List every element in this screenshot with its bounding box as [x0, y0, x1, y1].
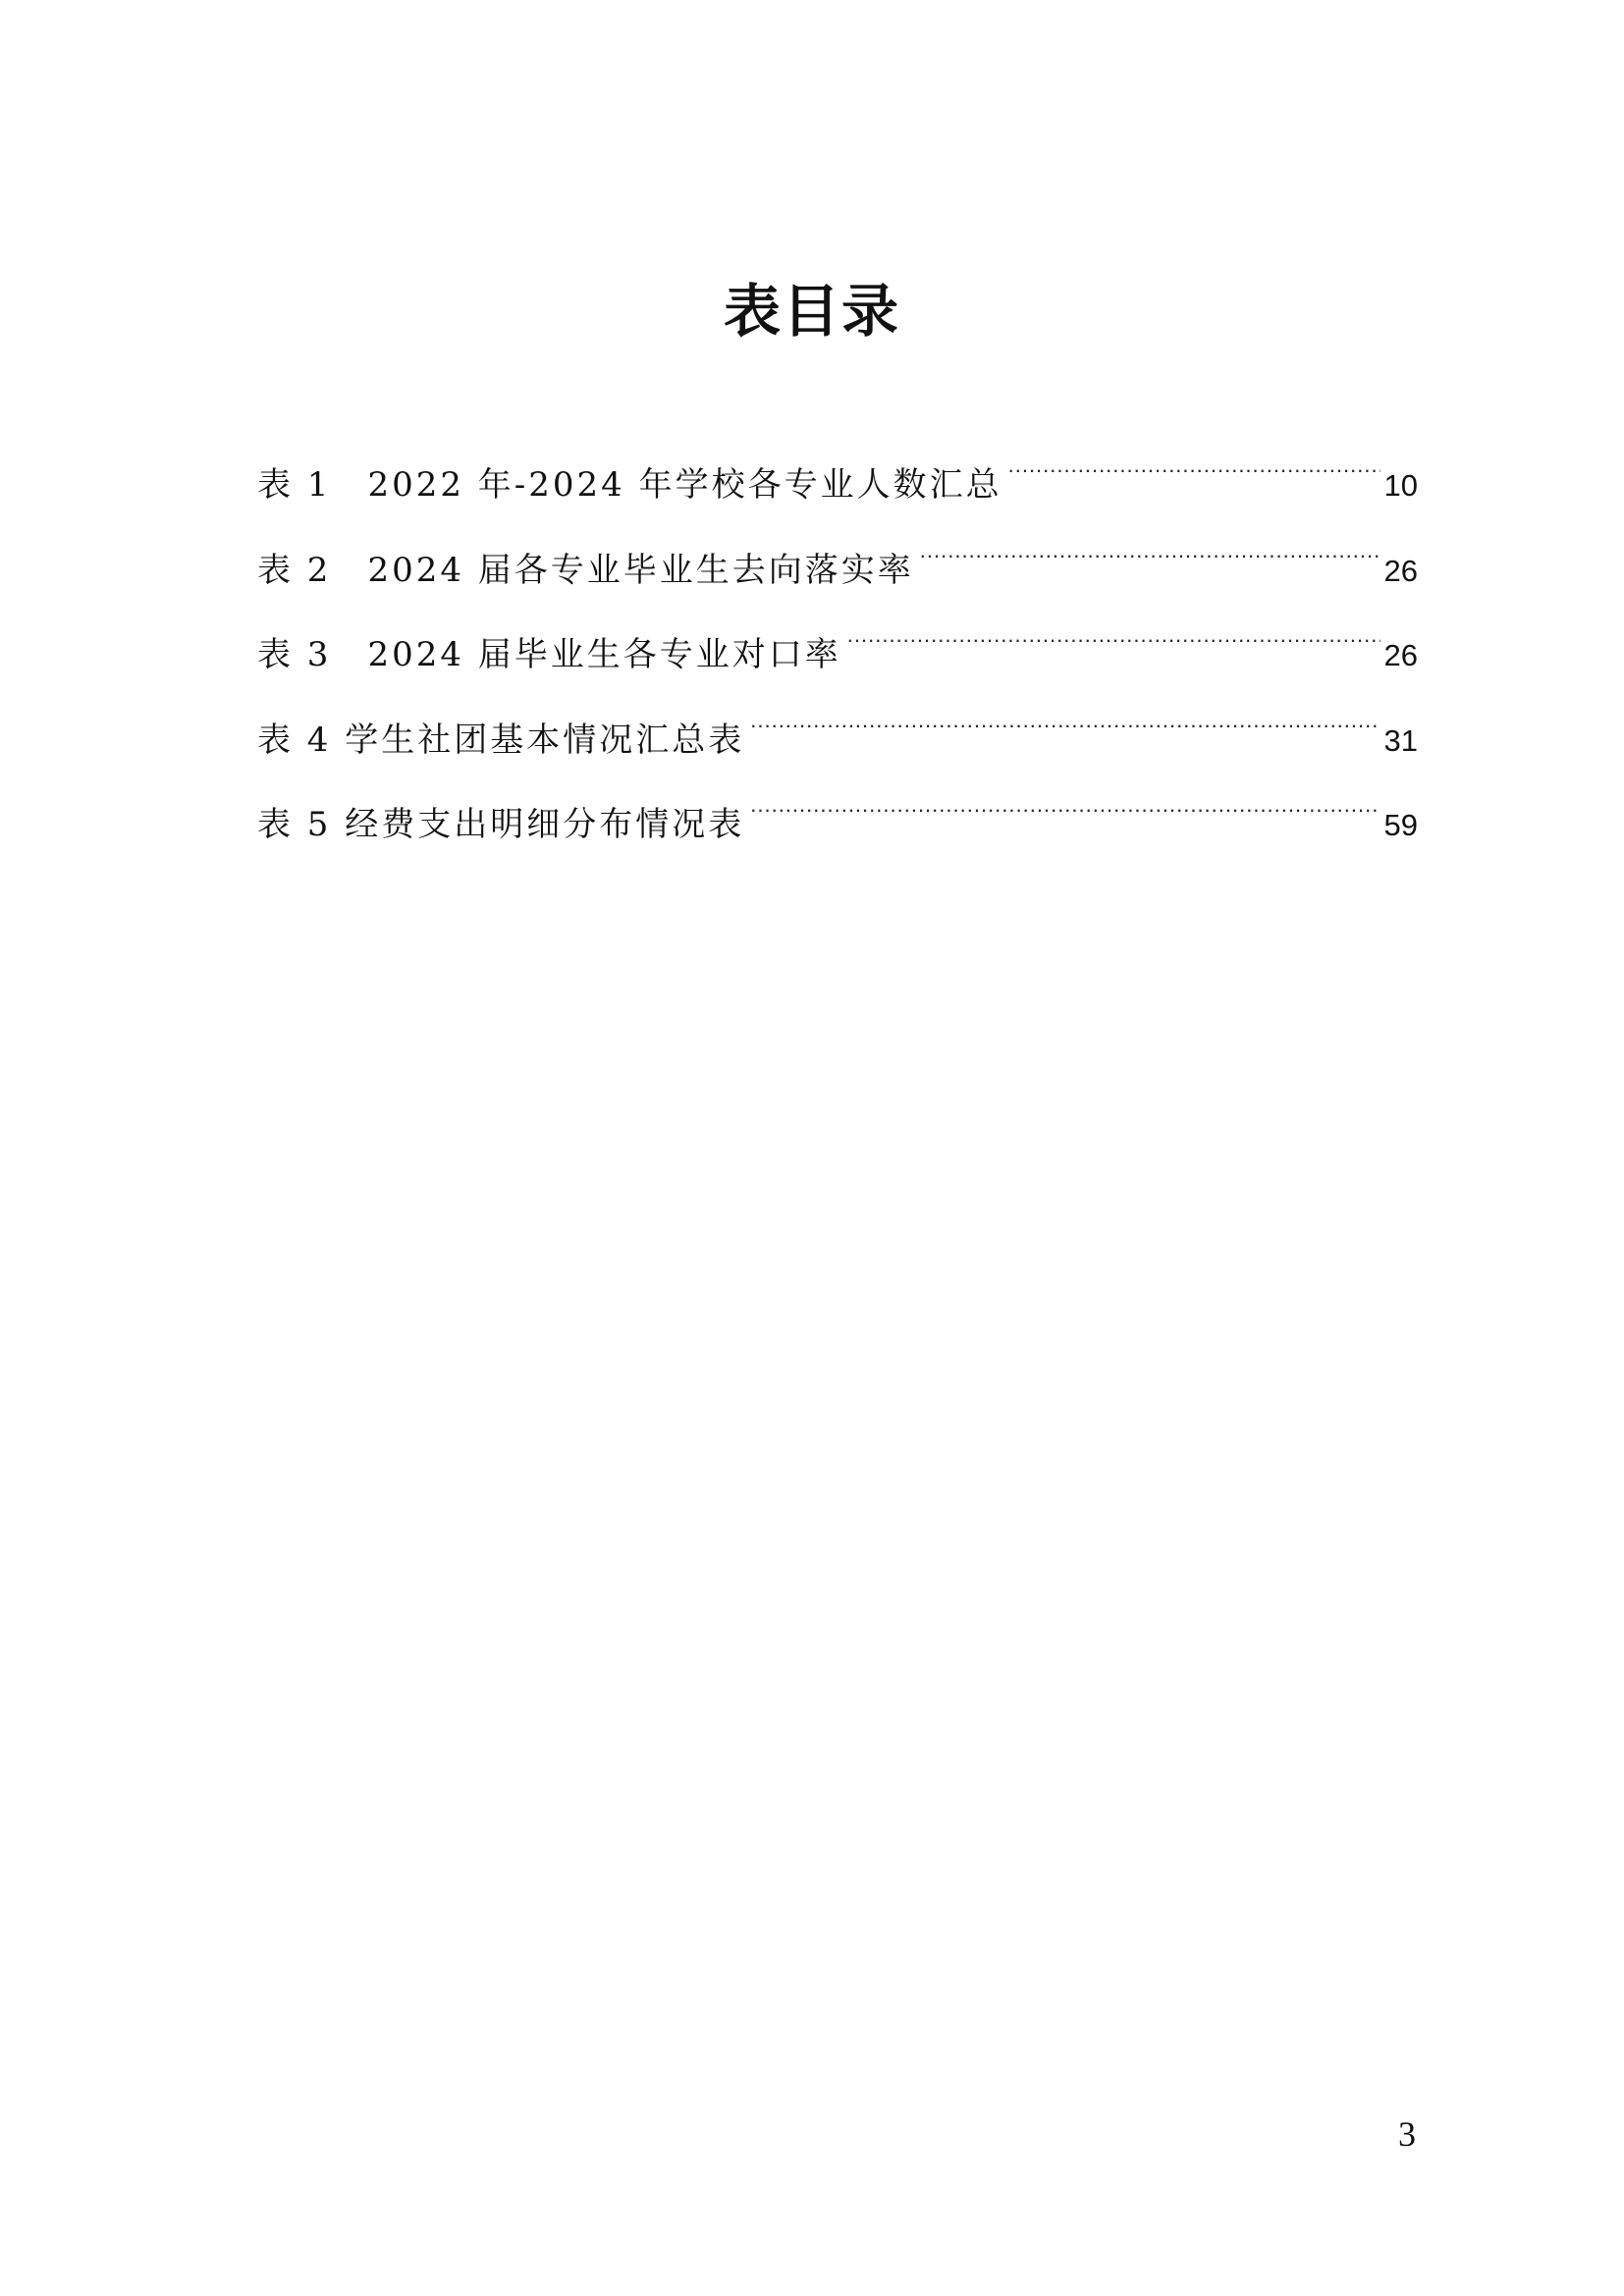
toc-entry-page: 26	[1383, 638, 1418, 672]
dot-leader	[1008, 447, 1380, 496]
toc-entry-page: 10	[1383, 468, 1418, 503]
toc-entry-label: 表 3 2024 届毕业生各专业对口率	[257, 635, 841, 674]
toc-entry-page: 31	[1383, 722, 1418, 758]
toc-entry-3[interactable]	[257, 616, 1418, 702]
dot-leader	[750, 786, 1380, 835]
dot-leader	[847, 616, 1380, 666]
dot-leader	[750, 702, 1380, 751]
dot-leader	[920, 532, 1380, 581]
page-title: 表目录	[723, 278, 900, 345]
table-of-tables	[257, 447, 1418, 872]
toc-entry-4[interactable]	[257, 702, 1418, 787]
toc-entry-label: 表 5 经费支出明细分布情况表	[257, 805, 745, 844]
toc-entry-5[interactable]	[257, 786, 1418, 872]
page-number: 3	[1398, 2114, 1416, 2154]
toc-entry-2[interactable]	[257, 532, 1418, 617]
toc-entry-label: 表 1 2022 年-2024 年学校各专业人数汇总	[257, 465, 1002, 505]
toc-entry-label: 表 2 2024 届各专业毕业生去向落实率	[257, 550, 914, 590]
toc-entry-page: 26	[1383, 553, 1418, 588]
toc-entry-label: 表 4 学生社团基本情况汇总表	[257, 720, 745, 760]
toc-entry-page: 59	[1383, 808, 1418, 842]
toc-entry-1[interactable]	[257, 447, 1418, 532]
